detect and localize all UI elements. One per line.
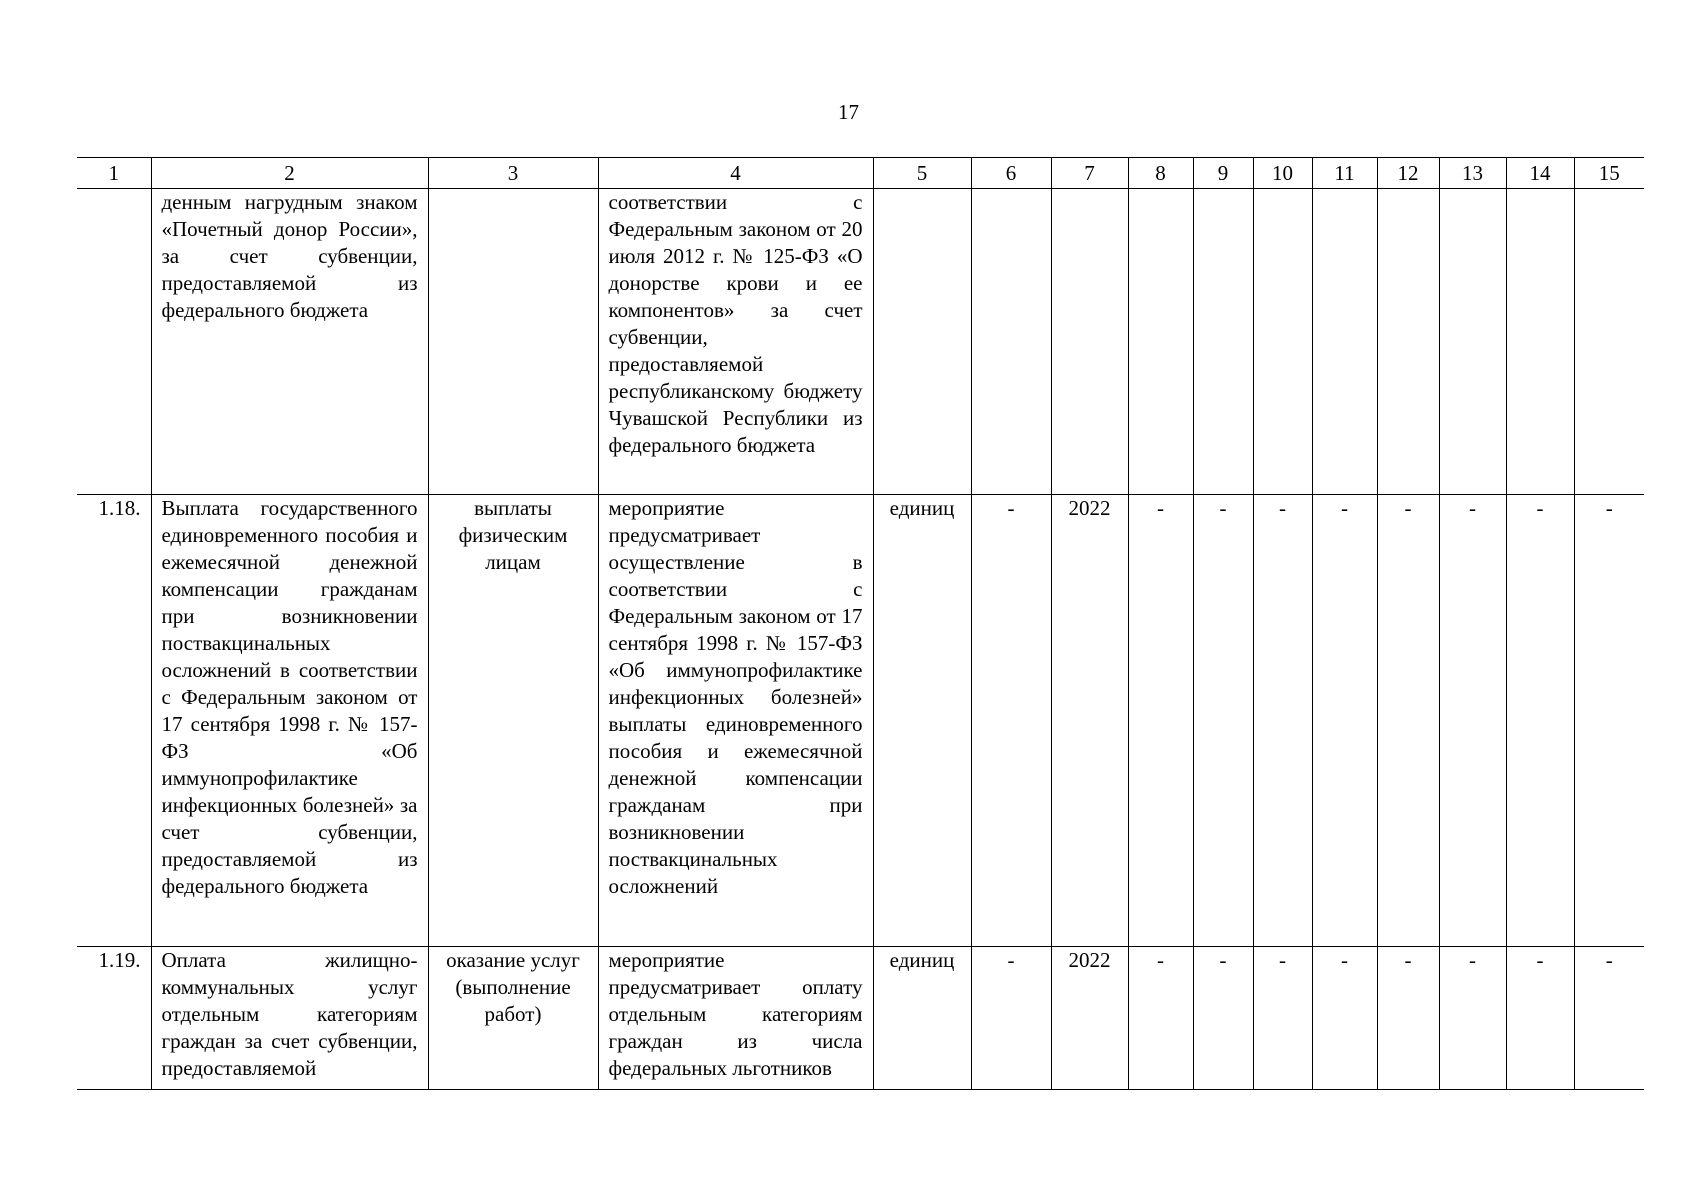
unit-cell: единиц (873, 495, 971, 947)
column-header: 11 (1312, 158, 1377, 189)
measure-name: Оплата жилищно-коммунальных услуг отдельным категориям граждан за счет субвенции, предоставляемой (151, 947, 428, 1090)
value-cell (1128, 189, 1193, 495)
year-cell (1051, 189, 1128, 495)
value-cell: - (1253, 947, 1312, 1090)
value-cell: - (1253, 495, 1312, 947)
measure-description: соответствии с Федеральным законом от 20 июля 2012 г. № 125-ФЗ «О донорстве крови и ее компонентов» за счет субвенции, предоставляемой республиканскому бюджету Чувашской Республики из федерального бюджета (598, 189, 873, 495)
year-cell: 2022 (1051, 495, 1128, 947)
column-header: 13 (1439, 158, 1506, 189)
value-cell: - (1506, 495, 1574, 947)
value-cell: - (1193, 495, 1253, 947)
measure-description: мероприятие предусматривает оплату отдельным категориям граждан из числа федеральных льготников (598, 947, 873, 1090)
measure-description: мероприятие предусматривает осуществление в соответствии с Федеральным законом от 17 сентября 1998 г. № 157-ФЗ «Об иммунопрофилактике инфекционных болезней» выплаты единовременного пособия и ежемесячной денежной компенсации гражданам при возникновении поствакцинальных осложнений (598, 495, 873, 947)
column-header: 4 (598, 158, 873, 189)
column-header: 8 (1128, 158, 1193, 189)
value-cell: - (1377, 947, 1439, 1090)
value-cell (1312, 189, 1377, 495)
value-cell: - (1439, 947, 1506, 1090)
table-row (77, 189, 1644, 495)
column-header: 9 (1193, 158, 1253, 189)
value-cell (971, 189, 1051, 495)
column-header: 2 (151, 158, 428, 189)
column-header: 5 (873, 158, 971, 189)
column-header: 15 (1574, 158, 1644, 189)
column-header: 14 (1506, 158, 1574, 189)
column-header: 1 (77, 158, 151, 189)
column-header: 7 (1051, 158, 1128, 189)
item-number: 1.19. (77, 947, 151, 1090)
value-cell: - (971, 495, 1051, 947)
value-cell: - (1439, 495, 1506, 947)
measures-table (77, 157, 1644, 1090)
value-cell (1377, 189, 1439, 495)
column-header: 3 (428, 158, 598, 189)
value-cell: - (1574, 495, 1644, 947)
value-cell: - (1312, 495, 1377, 947)
value-cell (1439, 189, 1506, 495)
value-cell: - (1193, 947, 1253, 1090)
column-header: 10 (1253, 158, 1312, 189)
value-cell: - (1574, 947, 1644, 1090)
measure-name: денным нагрудным знаком «Почетный донор России», за счет субвенции, предоставляемой из федерального бюджета (151, 189, 428, 495)
item-number: 1.18. (77, 495, 151, 947)
value-cell: - (1128, 495, 1193, 947)
value-cell: - (1506, 947, 1574, 1090)
page-number: 17 (838, 100, 859, 124)
column-number-row (77, 158, 1644, 189)
value-cell: - (1128, 947, 1193, 1090)
year-cell: 2022 (1051, 947, 1128, 1090)
measure-type: выплаты физическим лицам (428, 495, 598, 947)
value-cell (1574, 189, 1644, 495)
value-cell (1506, 189, 1574, 495)
unit-cell: единиц (873, 947, 971, 1090)
value-cell: - (1312, 947, 1377, 1090)
value-cell: - (1377, 495, 1439, 947)
item-number (77, 189, 151, 495)
value-cell: - (971, 947, 1051, 1090)
value-cell (1253, 189, 1312, 495)
column-header: 6 (971, 158, 1051, 189)
table-row (77, 495, 1644, 947)
measure-type: оказание услуг (выполнение работ) (428, 947, 598, 1090)
measure-name: Выплата государственного единовременного пособия и ежемесячной денежной компенсации гражданам при возникновении поствакцинальных осложнений в соответствии с Федеральным законом от 17 сентября 1998 г. № 157-ФЗ «Об иммунопрофилактике инфекционных болезней» за счет субвенции, предоставляемой из федерального бюджета (151, 495, 428, 947)
table-row (77, 947, 1644, 1090)
unit-cell (873, 189, 971, 495)
value-cell (1193, 189, 1253, 495)
measure-type (428, 189, 598, 495)
column-header: 12 (1377, 158, 1439, 189)
